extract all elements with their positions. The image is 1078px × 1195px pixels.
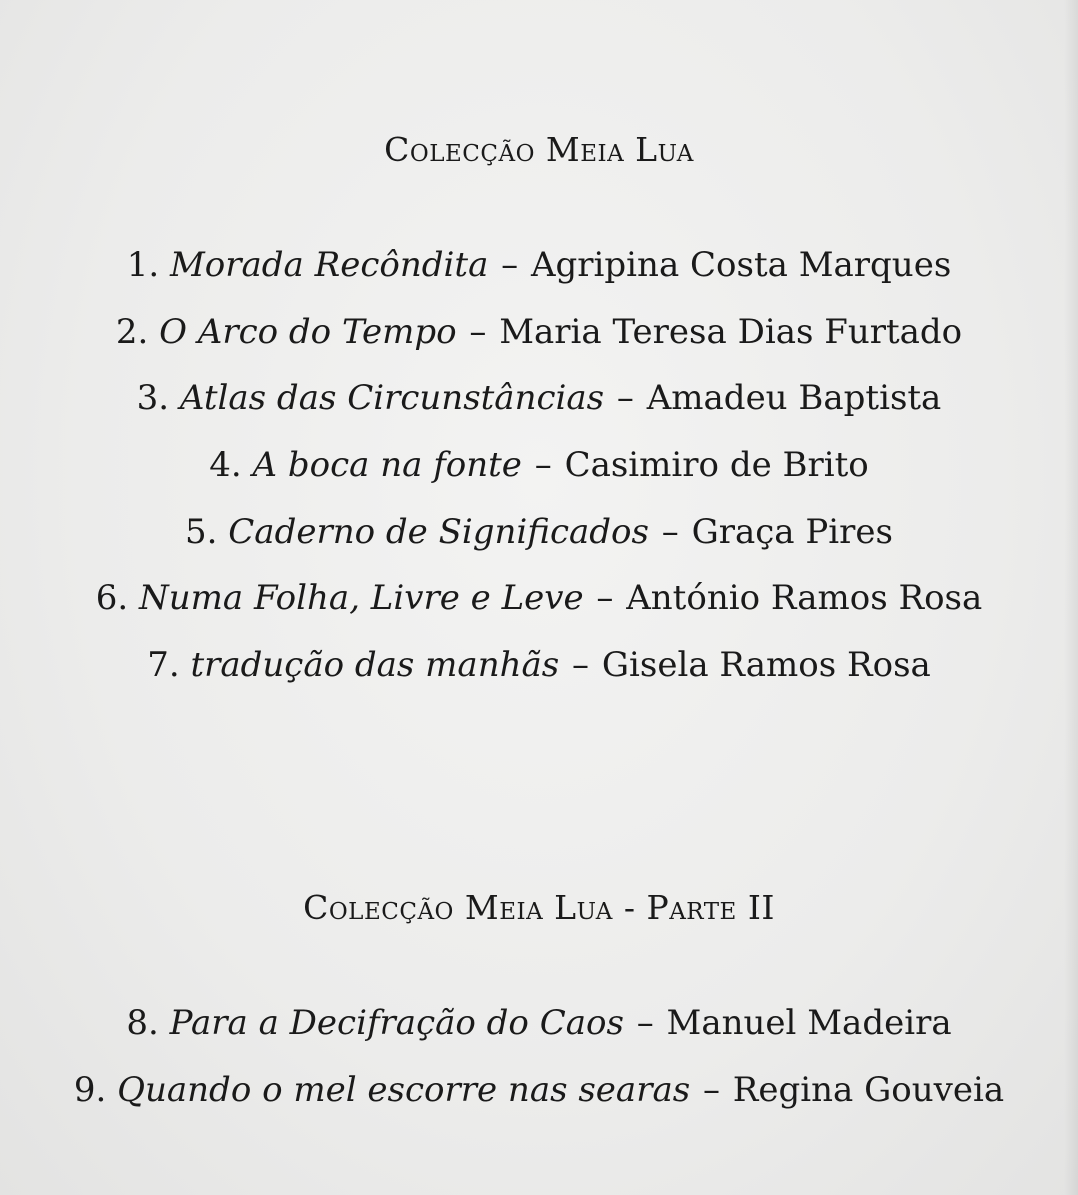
entry-number: 2.	[115, 312, 149, 352]
book-author: Graça Pires	[691, 512, 893, 552]
separator-dash: –	[702, 1070, 720, 1110]
separator-dash: –	[661, 512, 679, 552]
list-item	[0, 578, 1078, 618]
entry-number: 3.	[136, 378, 170, 418]
separator-dash: –	[596, 578, 614, 618]
separator-dash: –	[469, 312, 487, 352]
list-item	[0, 512, 1078, 552]
book-author: António Ramos Rosa	[626, 578, 983, 618]
book-author: Casimiro de Brito	[564, 445, 869, 485]
entry-number: 9.	[73, 1070, 107, 1110]
book-author: Maria Teresa Dias Furtado	[499, 312, 963, 352]
entry-number: 5.	[185, 512, 218, 552]
list-item	[0, 378, 1078, 418]
list-item	[0, 645, 1078, 685]
list-item	[0, 1070, 1078, 1110]
book-title: Numa Folha, Livre e Leve	[138, 578, 584, 618]
list-item	[0, 1003, 1078, 1043]
book-title: Caderno de Significados	[228, 512, 649, 552]
book-title: tradução das manhãs	[190, 645, 560, 685]
book-author: Gisela Ramos Rosa	[601, 645, 931, 685]
book-title: Para a Decifração do Caos	[169, 1003, 624, 1043]
book-author: Amadeu Baptista	[646, 378, 942, 418]
separator-dash: –	[501, 245, 519, 285]
book-title: Atlas das Circunstâncias	[179, 378, 605, 418]
book-title: Quando o mel escorre nas searas	[117, 1070, 691, 1110]
entry-number: 1.	[126, 245, 160, 285]
section-heading-meia-lua: Colecção Meia Lua	[384, 130, 694, 169]
book-author: Regina Gouveia	[732, 1070, 1005, 1110]
book-author: Agripina Costa Marques	[530, 245, 952, 285]
section-heading-meia-lua-parte-ii: Colecção Meia Lua - Parte II	[303, 888, 775, 927]
separator-dash: –	[572, 645, 590, 685]
book-title: A boca na fonte	[252, 445, 522, 485]
separator-dash: –	[636, 1003, 654, 1043]
separator-dash: –	[616, 378, 634, 418]
entry-number: 8.	[126, 1003, 159, 1043]
list-item	[0, 312, 1078, 352]
entry-number: 4.	[209, 445, 242, 485]
separator-dash: –	[534, 445, 552, 485]
book-title: O Arco do Tempo	[159, 312, 457, 352]
book-author: Manuel Madeira	[666, 1003, 952, 1043]
entry-number: 7.	[147, 645, 180, 685]
entry-number: 6.	[95, 578, 129, 618]
book-title: Morada Recôndita	[169, 245, 489, 285]
list-item	[0, 245, 1078, 285]
list-item	[0, 445, 1078, 485]
